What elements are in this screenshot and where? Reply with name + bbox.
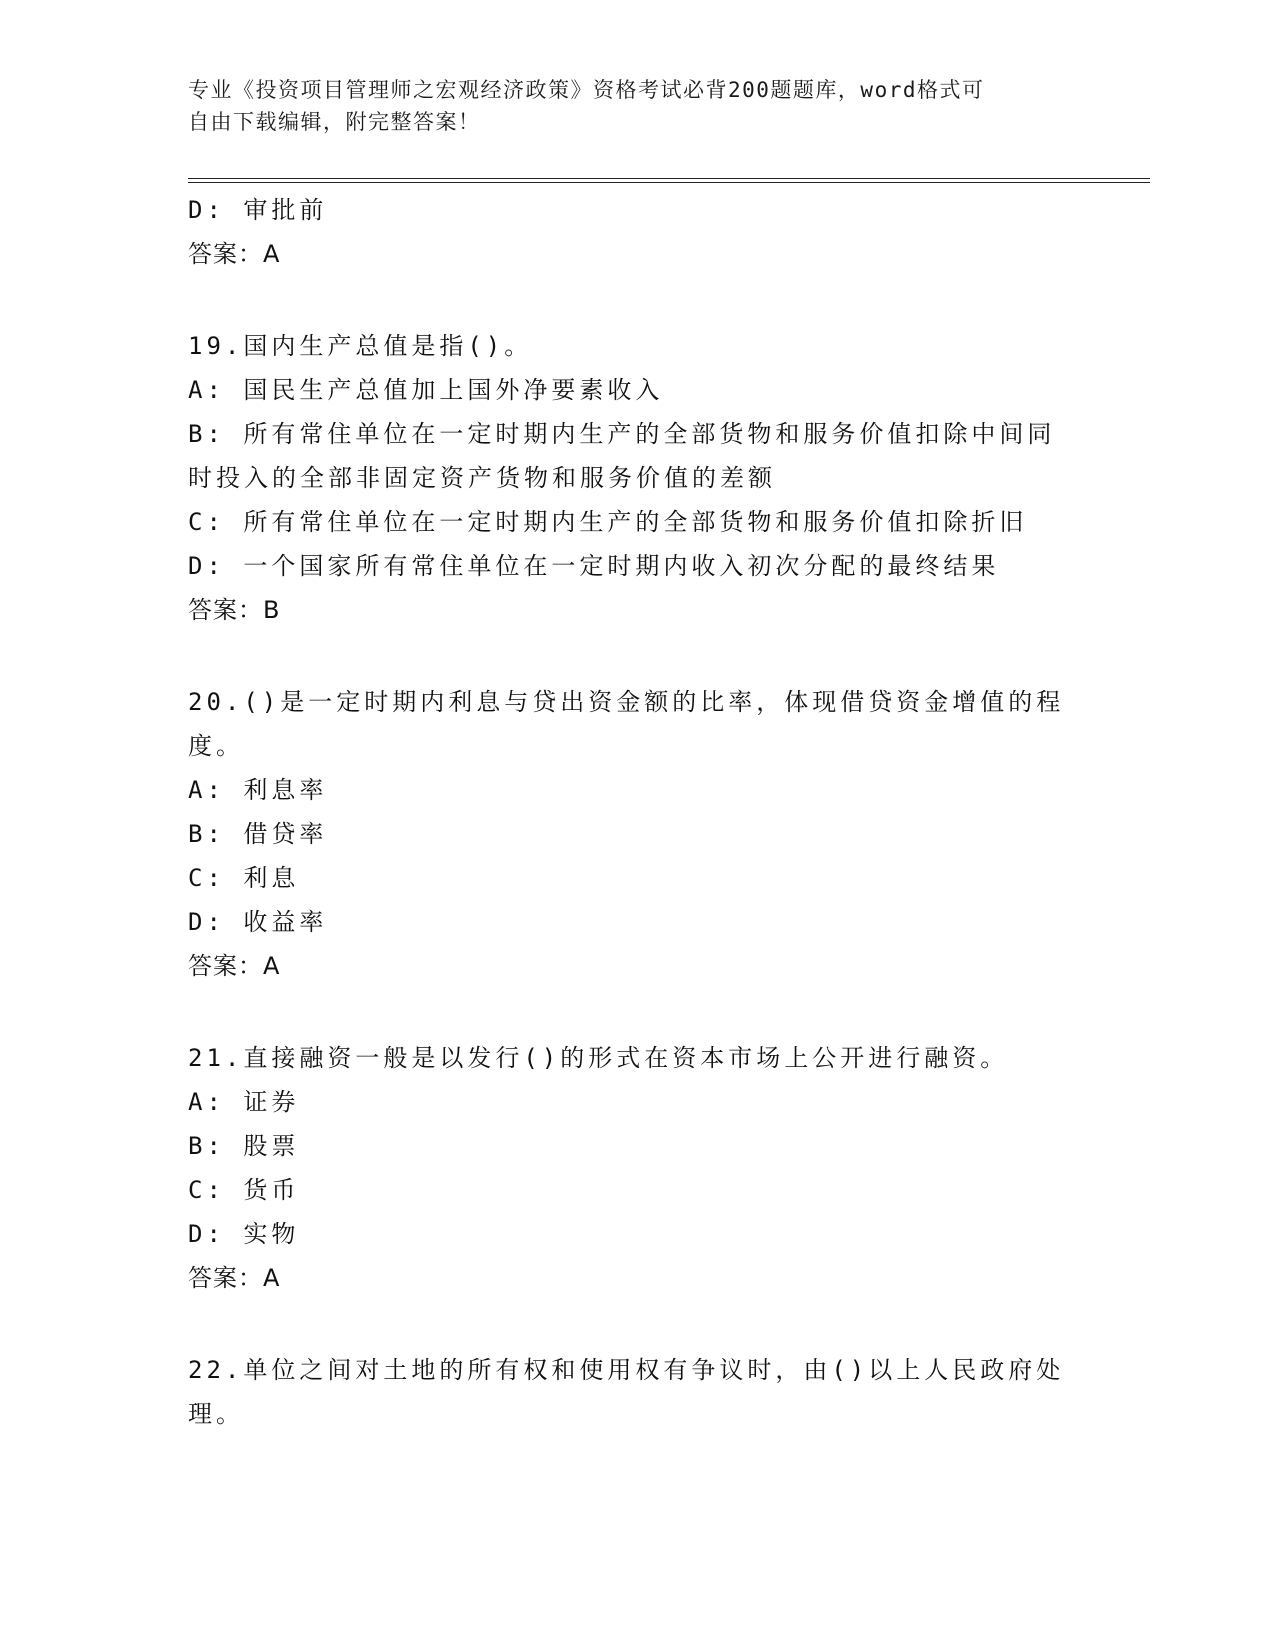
- question-20: [188, 680, 1068, 988]
- question-stem-line-2: 理。: [188, 1400, 244, 1428]
- header-divider-top: [188, 178, 1150, 179]
- option-d: D: 一个国家所有常住单位在一定时期内收入初次分配的最终结果: [188, 552, 1000, 580]
- option-d: D: 实物: [188, 1220, 300, 1248]
- question-stem: 21.直接融资一般是以发行()的形式在资本市场上公开进行融资。: [188, 1044, 1009, 1072]
- header-title-line-1: 专业《投资项目管理师之宏观经济政策》资格考试必背200题题库，word格式可: [188, 78, 985, 102]
- answer: 答案：A: [188, 952, 281, 980]
- option-b-line-1: B: 所有常住单位在一定时期内生产的全部货物和服务价值扣除中间同: [188, 420, 1056, 448]
- header-divider-bottom: [188, 182, 1150, 183]
- question-list: [188, 188, 1068, 1436]
- option-c: C: 利息: [188, 864, 300, 892]
- option-b: B: 股票: [188, 1132, 300, 1160]
- option-c: C: 所有常住单位在一定时期内生产的全部货物和服务价值扣除折旧: [188, 508, 1028, 536]
- question-22: [188, 1348, 1068, 1436]
- option-d: D: 收益率: [188, 908, 328, 936]
- document-header: [188, 74, 1068, 138]
- answer: 答案：B: [188, 596, 281, 624]
- question-stem-line-1: 22.单位之间对土地的所有权和使用权有争议时，由()以上人民政府处: [188, 1356, 1065, 1384]
- answer: 答案：A: [188, 240, 281, 268]
- option-b: B: 借贷率: [188, 820, 328, 848]
- option-a: A: 国民生产总值加上国外净要素收入: [188, 376, 664, 404]
- option-a: A: 证券: [188, 1088, 300, 1116]
- option-d: D: 审批前: [188, 196, 328, 224]
- answer: 答案：A: [188, 1264, 281, 1292]
- question-stem-line-2: 度。: [188, 732, 244, 760]
- option-b-line-2: 时投入的全部非固定资产货物和服务价值的差额: [188, 464, 776, 492]
- question-stem: 19.国内生产总值是指()。: [188, 332, 533, 360]
- question-18-tail: [188, 188, 1068, 276]
- option-c: C: 货币: [188, 1176, 300, 1204]
- option-a: A: 利息率: [188, 776, 328, 804]
- question-21: [188, 1036, 1068, 1300]
- question-stem-line-1: 20.()是一定时期内利息与贷出资金额的比率，体现借贷资金增值的程: [188, 688, 1065, 716]
- header-title-line-2: 自由下载编辑，附完整答案！: [188, 110, 481, 134]
- question-19: [188, 324, 1068, 632]
